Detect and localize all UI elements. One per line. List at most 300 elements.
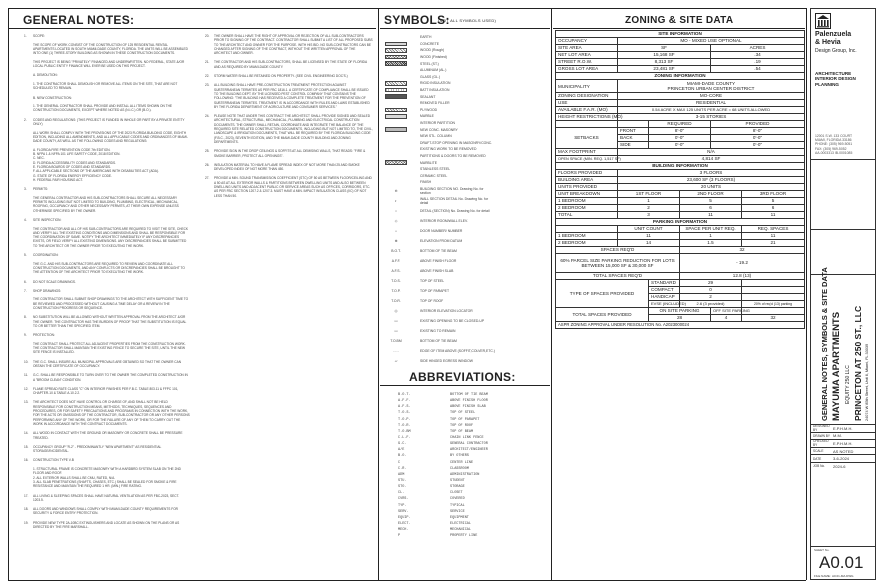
building-area-label: BUILDING AREA bbox=[556, 177, 618, 184]
general-note-item bbox=[24, 333, 190, 354]
symbol-legend-item bbox=[385, 60, 495, 67]
symbol-legend-item bbox=[385, 216, 495, 226]
total-required-label: TOTAL SPACES REQ'D bbox=[556, 273, 680, 280]
abbreviation: ADM bbox=[398, 472, 405, 477]
symbol-label: MARBLE bbox=[420, 114, 434, 119]
note-number bbox=[24, 96, 33, 113]
material-swatch bbox=[385, 101, 407, 106]
abbreviation: T.O.R. bbox=[398, 423, 411, 428]
symbol-label: INTERIOR PARTITION bbox=[420, 121, 455, 126]
setback-back-required: 0'-0" bbox=[649, 135, 711, 142]
parking-reduction-value: - 19.2 bbox=[680, 254, 805, 273]
general-note-item bbox=[24, 280, 190, 284]
parking-info-heading: PARKING INFORMATION bbox=[556, 219, 805, 226]
street-row-sf: 8,313 SF bbox=[618, 59, 711, 66]
general-note-item bbox=[205, 34, 373, 55]
meta-label: DESIGNED BY bbox=[813, 424, 830, 433]
general-note-item bbox=[24, 458, 190, 488]
divider-zoning-titleblock bbox=[806, 8, 807, 580]
abbreviation-item bbox=[380, 533, 600, 539]
symbol-marker: ▭ bbox=[394, 318, 398, 323]
address-line: MIAMI, FLORIDA 33186 bbox=[815, 138, 852, 143]
note-number: 9. bbox=[24, 333, 27, 338]
general-note-item bbox=[24, 445, 190, 454]
meta-value: 3-6-2024 bbox=[833, 456, 850, 462]
symbol-label: TOP OF PARAPET bbox=[420, 288, 450, 293]
material-swatch bbox=[385, 94, 407, 99]
parking-row-cell: 14 bbox=[618, 240, 680, 247]
symbol-label: STEEL (ST.) bbox=[420, 61, 439, 66]
parking-row-cell: 11 bbox=[618, 233, 680, 240]
total-provided-value: 32 bbox=[742, 315, 805, 322]
type-row-note: 20% of req'd (13) parking bbox=[742, 301, 805, 308]
note-number: 1. bbox=[24, 34, 27, 38]
symbol-legend-item bbox=[385, 126, 495, 133]
note-text: FLAME SPREAD RATE CLASS "C" ON INTERIOR FINISHES PER F.B.C. TABLE 803.11 & FFPC 101, CHAPTER-10 & TABLE A.10.2.2. bbox=[33, 386, 180, 396]
seal-box bbox=[811, 159, 875, 229]
abbreviation: G.C. bbox=[398, 442, 407, 447]
unit-breakdown-label: UNIT BREAKDOWN bbox=[556, 191, 618, 198]
discipline-line: ARCHITECTURE bbox=[815, 71, 852, 76]
symbol-legend-item bbox=[385, 93, 495, 100]
symbols-rule bbox=[380, 28, 550, 29]
note-number: 15. bbox=[24, 444, 29, 449]
max-footprint-value: N/A bbox=[618, 149, 805, 156]
building-info-heading: BUILDING INFORMATION bbox=[556, 163, 805, 170]
note-text: B. NEW CONSTRUCTION: 1. THE GENERAL CONTRACTOR SHALL PROVIDE AND INSTALL ALL ITEMS SHOWN ON THE CONSTRUCTION DOCUMENTS, EXCEPT WHERE NOTED AS (N.I.C.) OR (B.O.). bbox=[33, 95, 173, 113]
note-text: SHOP DRAWINGS: THE CONTRACTOR SHALL SUBMIT SHOP DRAWINGS TO THE ARCHITECT WITH SUFFICIENT TIME TO BE REVIEWED AND PROCESSED WITHOUT CAUSING A TIME DELAY OR A REVIEW IN THE CONSTRUCTION PROGRESS OR SEQUENCE. bbox=[33, 288, 189, 311]
note-number: 3. bbox=[24, 187, 27, 192]
zoning-designation-value: MO-CORE bbox=[618, 93, 805, 100]
abbreviation-meaning: STORAGE bbox=[450, 485, 465, 490]
zoning-info-heading: ZONING INFORMATION bbox=[556, 73, 805, 80]
municipality-value bbox=[618, 80, 805, 93]
symbol-label: ALUMINUM (AL.) bbox=[420, 68, 447, 73]
symbol-label: WOOD (Finished) bbox=[420, 55, 447, 60]
abbreviation-meaning: ABOVE FINISH FLOOR bbox=[450, 399, 488, 404]
type-row-value: 0 bbox=[680, 287, 742, 294]
note-text: THE CONTRACTOR AND HIS SUB-CONTRACTORS, SHALL BE LICENSED BY THE STATE OF FLORIDA AND AS REQUIRED BY MIAMI-DADE COUNTY. bbox=[214, 60, 368, 69]
bedroom-row-cell: 6 bbox=[742, 205, 805, 212]
symbol-marker: T.O.S. bbox=[391, 278, 401, 283]
bedroom-total-cell: 3 bbox=[618, 212, 680, 219]
abbreviation-meaning: COVERED bbox=[450, 497, 465, 502]
note-text: SITE INSPECTION: THE CONTRACTOR AND ALL OF HIS SUB-CONTRACTORS ARE REQUIRED TO VISIT THE SITE, CHECK AND VERIFY ALL THE EXISTING CONDITIONS AND DIMENSIONS AND SHALL BE RESPONSIBLE FOR THE COORDINATION OF SAME. NOTIFY THE ARCHITECT IMMEDIATELY IF ANY DISCREPANCIES EXISTS, OR FIELD VERIFY ALL EXISTING DIMENSIONS. ANY DISCREPANCIES SHALL BE SUBMITTED TO THE ARCHITECT OR THE OWNER PRIOR TO EXECUTING THE WORK. bbox=[33, 217, 189, 248]
symbol-label: PARTITIONS & DOORS TO BE REMOVED bbox=[420, 153, 486, 158]
symbol-label: INTERIOR ROOM/WALL ELEV. bbox=[420, 218, 468, 223]
material-swatch bbox=[385, 160, 407, 165]
note-number: 7. bbox=[24, 288, 27, 293]
abbreviation: T.O.P. bbox=[398, 417, 411, 422]
setback-side-provided: 0'-0" bbox=[711, 142, 805, 149]
net-lot-area-sf: 15,168 SF bbox=[618, 52, 711, 59]
bedroom-row-cell: 2 bbox=[618, 205, 680, 212]
sheet-title-vertical: GENERAL NOTES, SYMBOLS & SITE DATA bbox=[820, 267, 829, 421]
total-provided-spacer bbox=[742, 308, 805, 315]
symbol-label: WOOD (Rough) bbox=[420, 48, 445, 53]
discipline-line: INTERIOR DESIGN bbox=[815, 76, 856, 82]
material-swatch bbox=[385, 61, 407, 66]
symbol-label: STAINLESS STEEL bbox=[420, 167, 451, 172]
general-note-item bbox=[24, 187, 190, 213]
abbreviation-meaning: ELECTRICAL bbox=[450, 522, 472, 527]
note-text: A. DEMOLITION: 1. THE CONTRACTOR SHALL DEMOLISH OR REMOVE ALL ITEMS ON THE SITE, THAT ARE NOT SCHEDULED TO REMAIN. bbox=[33, 73, 178, 91]
symbol-label: NEW STL. COLUMN bbox=[420, 134, 452, 139]
symbol-label: BOTTOM OF TIE BEAM bbox=[420, 248, 457, 253]
note-text: NO SUBSTITUTION WILL BE ALLOWED WITHOUT WRITTEN APPROVAL FROM THE ARCHITECT &/OR THE OWNER. THE CONTRACTOR HAS THE BURDEN OF PROOF THAT THE SUBSTITUTION IS EQUAL TO OR BETTER THAN THE SPECIFIED ITEM. bbox=[33, 315, 188, 328]
setback-back-label: BACK bbox=[618, 135, 649, 142]
note-number: 24. bbox=[205, 114, 210, 119]
gross-lot-area-acres: .54 bbox=[711, 66, 805, 73]
note-text: ALL DOORS AND WINDOWS SHALL COMPLY WITH MIAMI-DADE COUNTY REQUIREMENTS FOR SECURITY & FORCE ENTRY PROTECTION. bbox=[33, 507, 179, 516]
abbreviation-meaning: CLOSET bbox=[450, 491, 463, 496]
off-site-label: OFF SITE PARKING bbox=[711, 308, 742, 315]
symbol-legend-item bbox=[385, 146, 495, 153]
symbol-label: PLYWOOD bbox=[420, 107, 438, 112]
material-swatch bbox=[385, 88, 407, 93]
units-label: UNITS PROVIDED bbox=[556, 184, 618, 191]
meta-label: DRAWN BY bbox=[813, 433, 831, 438]
symbol-legend-item bbox=[385, 120, 495, 127]
aspr-note: ASPR ZONING APPROVAL UNDER RESOLUTION No. A2023000024 bbox=[556, 322, 805, 329]
meta-label: JOB No. bbox=[813, 464, 826, 469]
symbol-legend-item bbox=[385, 67, 495, 74]
symbol-marker: T.O.BM bbox=[390, 338, 402, 343]
symbol-legend-item bbox=[385, 179, 495, 186]
gross-lot-area-sf: 23,481 SF bbox=[618, 66, 711, 73]
abbreviation: C.L.F. bbox=[398, 436, 411, 441]
frame-left bbox=[8, 8, 9, 580]
type-row-value: 2.6 (3 provided) bbox=[680, 301, 742, 308]
symbol-label: EARTH bbox=[420, 35, 432, 40]
general-note-item bbox=[24, 118, 190, 182]
site-info-heading: SITE INFORMATION bbox=[556, 31, 805, 38]
abbreviation-meaning: TOP OF BEAM bbox=[450, 429, 474, 434]
abbreviation-meaning: CHAIN LINK FENCE bbox=[450, 436, 484, 441]
symbol-legend-item bbox=[385, 336, 495, 346]
symbol-legend-item bbox=[385, 166, 495, 173]
net-lot-area-acres: .34 bbox=[711, 52, 805, 59]
symbol-marker: ◎ bbox=[394, 308, 398, 313]
site-area-sf: SF bbox=[618, 45, 711, 52]
abbreviations-rule bbox=[380, 385, 550, 386]
note-text: PLEASE NOTE THAT UNDER THIS CONTRACT THE ARCHITECT SHALL PROVIDE SIGNED AND SEALED ARCHITECTURAL, STRUCTURAL, MECHANICAL, PLUMBING AND ELECTRICAL CONSTRUCTION DOCUMENTS. THE OWNER SHALL RETAIN, COORDINATE AND INTEGRATE THE BALANCE OF THE REQUIRED SITE RELATED CONSTRUCTION DOCUMENTS, INCLUDING BUT NOT LIMITED TO, THE CIVIL, LANDSCAPE & IRRIGATION DOCUMENTS, THAT WILL BE REQUIRED BY THE FLORIDA BUILDING CODE (F.B.C., 2023), SEVENTH EDITION, AND THE MIAMI-DADE COUNTY BUILDING AND ZONING DEPARTMENTS. bbox=[214, 114, 374, 144]
note-text: THE OWNER SHALL HAVE THE RIGHT OF APPROVAL OR REJECTION OF ALL SUB-CONTRACTORS PRIOR TO SIGNING OF THE CONTRACT. CONTRACTOR SHALL SUBMIT A LIST OF ALL PROPOSED SUBS TO THE ARCHITECT AND OWNER FOR THE PURPOSE. WITH HIS BID. NO SUB-CONTRACTORS CAN BE CHANGED AFTER SIGNING OF THE CONTRACT, WITHOUT THE WRITTEN APPROVAL OF THE ARCHITECT AND OWNER. bbox=[214, 34, 374, 56]
note-number: 25. bbox=[205, 149, 210, 154]
abbreviation: MECH. bbox=[398, 528, 409, 533]
title-block bbox=[810, 8, 876, 580]
symbol-label: SEALANT bbox=[420, 94, 436, 99]
note-number: 27. bbox=[205, 176, 210, 181]
note-text: OCCUPANCY GROUP "R-2" - PREDOMINANTLY "NEW APARTMENT" AS RESIDENTIAL STORAGE/INCIDENTAL. bbox=[33, 444, 163, 454]
abbreviation: P bbox=[398, 534, 401, 539]
material-swatch bbox=[385, 121, 407, 126]
general-note-item bbox=[205, 74, 373, 78]
symbol-marker: ⊖ bbox=[394, 188, 398, 193]
meta-label: CHECKED BY bbox=[813, 439, 829, 448]
abbreviation-meaning: TOP OF PARAPET bbox=[450, 417, 480, 422]
meta-value: E.P.H.M.H. bbox=[833, 425, 853, 431]
symbol-legend-item bbox=[385, 196, 495, 206]
firm-name-line: & Hevia bbox=[815, 39, 841, 46]
note-number: 12. bbox=[24, 386, 29, 391]
general-note-item bbox=[205, 83, 373, 109]
symbol-label: RIGID INSULATION bbox=[420, 81, 451, 86]
symbol-marker: A.F.S. bbox=[391, 268, 401, 273]
setbacks-required-header: REQUIRED bbox=[649, 121, 711, 128]
symbol-legend-item bbox=[385, 133, 495, 140]
title-block-meta-row bbox=[811, 424, 875, 432]
parking-header-spacer bbox=[556, 226, 618, 233]
note-text: CONSTRUCTION TYPE V-B 1. STRUCTURAL FRAME IS CONCRETE MASONRY WITH A HARDBRD SYSTEM SLAB ON THE 2ND FLOOR AND ROOF. 2. ALL EXTERIOR WALLS SHALL BE CMU, RATED, N/A. 3. ALL SLAB PENETRATIONS (SHAFTS, CHASES, ETC.) SHALL BE SEALED FOR SMOKE & FIRE RESISTANCE AND MAINTAIN THE REQUIRED 1 HR. (MIN.) FIRE RATING. bbox=[33, 458, 181, 489]
symbol-label: DRAFT-STOP OPENING IN MASONRY/CONC. bbox=[420, 140, 493, 145]
symbol-label: BOTTOM OF TIE BEAM bbox=[420, 338, 457, 343]
symbol-marker: ⌂ bbox=[394, 228, 398, 233]
note-number: 8. bbox=[24, 315, 27, 320]
setbacks-label: SETBACKS bbox=[556, 128, 618, 149]
note-text: CODES AND REGULATIONS: (THIS PROJECT IS FUNDED IN WHOLE OR PART BY A PRIVATE ENTITY ONLY) ALL WORK SHALL COMPLY WITH THE PROVISIONS OF THE 2023 FLORIDA BUILDING CODE, EIGHTH EDITION, INCLUDING ALL AMENDMENTS, AND ALL APPLICABLE CODES AND ORDINANCES OF MIAMI-DADE COUNTY, AS WELL AS THE FOLLOWING CODES AND REGULATIONS: A. FLORIDA FIRE PREVENTION CODE 7th EDITION. B. NFPA 1 & NFPA 101 LIFE SAFETY CODE, 2018 EDITION. C. NEC. D. FLORIDA ACCESSIBILITY CODES AND STANDARDS. E. FLORIDA BOARDS OF CODES AND STANDARDS. F. ALL APPLICABLE SECTIONS OF THE AMERICANS WITH DISABILITIES ACT (ADA). G. STATE OF FLORIDA ENERGY EFFICIENCY CODE. H. FEDERAL FAIR HOUSING ACT. bbox=[33, 117, 188, 182]
note-text: PROVIDE A MIN. SOUND TRANSMISSION COEFFICIENT (STC) OF 50 AS BETWEEN FLOOR/CEILING AND A 50 AS AT ALL EXTERIOR WALLS & PARTITIONS BETWEEN DWELLING UNITS AND ALSO BETWEEN DWELLING UNITS AND ADJACENT PUBLIC OR SERVICE AREAS SUCH AS OFFICES, CORRIDORS, ETC. AS PER FBC SECTION 1207.2 & 1207.3. MUST HAVE A MIN. IMPACT INSULATION CLASS (IIC) OF NOT LESS THAN 50. bbox=[214, 176, 373, 198]
title-block-meta-row bbox=[811, 432, 875, 440]
symbol-legend-item bbox=[385, 113, 495, 120]
note-number: 10. bbox=[24, 359, 29, 364]
type-row-value: 2 bbox=[680, 294, 742, 301]
floor-col-2: 2ND FLOOR bbox=[680, 191, 742, 198]
symbols-note: (NOT ALL SYMBOLS USED) bbox=[438, 18, 497, 23]
bedroom-total-label: TOTAL bbox=[556, 212, 618, 219]
abbreviation-meaning: EQUIPMENT bbox=[450, 515, 469, 520]
general-note-item bbox=[24, 315, 190, 328]
firm-name-line: Design Group, Inc. bbox=[815, 48, 857, 54]
symbol-legend-item bbox=[385, 306, 495, 316]
symbol-legend-item bbox=[385, 226, 495, 236]
symbol-label: ABOVE FINISH FLOOR bbox=[420, 258, 457, 263]
total-required-value: 12.8 (13) bbox=[680, 273, 805, 280]
symbol-legend-item bbox=[385, 159, 495, 166]
material-swatch bbox=[385, 167, 407, 172]
gross-lot-area-label: GROSS LOT AREA bbox=[556, 66, 618, 73]
note-number: 6. bbox=[24, 279, 27, 284]
parking-row-label: 1 BEDROOM bbox=[556, 233, 618, 240]
general-note-item bbox=[24, 521, 190, 530]
abbreviation: SERV. bbox=[398, 509, 409, 514]
project-address-vertical: 24074 W 85th Street, Unit 6, Miami, FL 33039 bbox=[865, 343, 869, 421]
note-text: INSULATION MATERIAL TO HAVE A FLAME SPREAD INDEX OF NOT MORE THAN 25 AND SMOKE DEVELOPED INDEX OF NOT MORE THAN 450. bbox=[214, 162, 361, 172]
symbol-legend-item bbox=[385, 316, 495, 326]
floor-col-3: 3RD FLOOR bbox=[742, 191, 805, 198]
note-number: 4. bbox=[24, 217, 27, 222]
abbreviation: CL. bbox=[398, 491, 405, 496]
symbol-marker: ⊕ bbox=[394, 238, 398, 243]
note-number: 21. bbox=[205, 60, 210, 65]
symbol-label: REMOVED FILLER bbox=[420, 101, 450, 106]
symbol-marker: ▭ bbox=[394, 328, 398, 333]
general-notes-title: GENERAL NOTES: bbox=[23, 13, 135, 27]
note-text: DO NOT SCALE DRAWINGS. bbox=[33, 279, 76, 284]
abbreviation: A/E bbox=[398, 448, 405, 453]
general-notes-rule bbox=[8, 28, 376, 29]
abbreviation-meaning: ARCHITECT/ENGINEER bbox=[450, 448, 488, 453]
abbreviation-meaning: TOP OF STEEL bbox=[450, 411, 476, 416]
symbol-legend-item bbox=[385, 140, 495, 147]
address-line: AA-0003313 IB-0001085 bbox=[815, 150, 853, 155]
building-area-value: 23,600 SF (3 FLOORS) bbox=[618, 177, 805, 184]
abbreviation-meaning: ABOVE FINISH SLAB bbox=[450, 405, 486, 410]
type-row-label: COMPACT bbox=[649, 287, 680, 294]
note-text: ALL BUILDING SHALL HAVE PRE-CONSTRUCTION TREATMENT PROTECTION AGAINST SUBTERRANEAN TERMITES AS PER FBC 1816.1. A CERTIFICATE OF COMPLIANCE SHALL BE ISSUED TO THE BUILDING DEPT. BY THE LICENSED PEST CONTROL COMPANY THAT CONTAINS THE FOLLOWING: "THE BUILDING HAS RECEIVED A COMPLETE TREATMENT FOR THE PREVENTION OF SUBTERRANEAN TERMITES. TREATMENT IS IN ACCORDANCE WITH RULES AND LAWS ESTABLISHED BY THE FLORIDA DEPARTMENT OF AGRICULTURE AND CONSUMER SERVICES." bbox=[214, 83, 371, 109]
symbol-marker: T.O.P. bbox=[391, 288, 401, 293]
type-row-value: 29 bbox=[680, 280, 742, 287]
note-number: 22. bbox=[205, 74, 210, 79]
symbol-legend-item bbox=[385, 107, 495, 114]
general-note-item bbox=[205, 149, 373, 158]
max-footprint-label: MAX FOOTPRINT bbox=[556, 149, 618, 156]
units-value: 20 UNITS bbox=[618, 184, 805, 191]
note-text: THE ARCHITECT DOES NOT HAVE CONTROL OR CHARGE OF, AND SHALL NOT BE HELD RESPONSIBLE FOR CONSTRUCTION MEANS, METHODS, TECHNIQUES, SEQUENCES AND PROCEDURES, OR FOR SAFETY PRECAUTIONS AND PROGRAMS IN CONNECTION WITH THE WORK, FOR THE ACTS OR OMISSIONS OF THE CONTRACTOR, SUB-CONTRACTOR OR ANY OTHER PERSONS PERFORMING ANY OF THE WORK, OR FOR THE FAILURE OF ANY OF THEM TO CARRY OUT THE WORK IN ACCORDANCE WITH THE CONTRACT DOCUMENTS. bbox=[33, 400, 191, 426]
abbreviation: B.O. bbox=[398, 454, 407, 459]
symbol-label: FINISH bbox=[420, 180, 432, 185]
symbol-legend-item bbox=[385, 74, 495, 81]
meta-label: SCALE bbox=[813, 449, 824, 454]
symbol-legend-item bbox=[385, 100, 495, 107]
site-area-label: SITE AREA bbox=[556, 45, 618, 52]
setback-side-required: 0'-0" bbox=[649, 142, 711, 149]
abbreviation-meaning: CENTER LINE bbox=[450, 460, 474, 465]
general-notes-column-right bbox=[205, 34, 373, 334]
sheet-number-label: SHEET No. bbox=[814, 548, 830, 552]
note-number: 14. bbox=[24, 431, 29, 436]
occupancy-label: OCCUPANCY bbox=[556, 38, 618, 45]
general-note-item bbox=[24, 253, 190, 274]
parking-row-cell: 21 bbox=[742, 240, 805, 247]
abbreviation: STU. bbox=[398, 479, 407, 484]
abbreviation-meaning: PROPERTY LINE bbox=[450, 534, 478, 539]
note-text: ALL WOOD IN CONTACT WITH THE GROUND OR MASONRY OR CONCRETE SHALL BE PRESSURE TREATED. bbox=[33, 431, 184, 440]
setback-front-provided: 8'-0" bbox=[711, 128, 805, 135]
address-line: 12001 S.W. 133 COURT bbox=[815, 134, 853, 138]
symbol-label: EXISTING OPENING TO BE CLOSED-UP bbox=[420, 318, 485, 323]
abbreviation: TYP. bbox=[398, 503, 407, 508]
note-number: 26. bbox=[205, 162, 210, 167]
symbol-legend-item bbox=[385, 153, 495, 160]
developer-name-vertical: PRINCETON AT 250 ST., LLC bbox=[853, 305, 863, 421]
abbreviation: C bbox=[398, 460, 401, 465]
symbol-label: ELEVATION FROM DATUM bbox=[420, 238, 463, 243]
symbol-label: EDGE OF ITEM ABOVE (SOFFIT,COLVER,ETC.) bbox=[420, 348, 495, 353]
general-note-item bbox=[24, 218, 190, 248]
firm-disciplines bbox=[815, 71, 856, 87]
zoning-rule bbox=[553, 28, 805, 29]
note-text: PROTECTION: THE CONTRACT SHALL PROTECT ALL ADJACENT PROPERTIES FROM THE CONSTRUCTION WORK. THE CONTRACTOR SHALL MAINTAIN THE EXISTING FENCE TO SECURE THE SITE, UNTIL THE NEW SITE FENCE IS INSTALLED. bbox=[33, 333, 186, 355]
material-swatch bbox=[385, 180, 407, 185]
general-note-item bbox=[24, 507, 190, 516]
sheet-number: A0.01 bbox=[819, 553, 864, 572]
symbol-marker: ○ bbox=[394, 208, 398, 213]
setbacks-spacer-2 bbox=[618, 121, 649, 128]
material-swatch bbox=[385, 35, 407, 40]
symbol-legend-item bbox=[385, 326, 495, 336]
note-text: PERMITS: THE GENERAL CONTRACTOR AND HIS SUB-CONTRACTORS SHALL SECURE ALL NECESSARY PERMITS INCLUDING BUT NOT LIMITED TO BUILDING, PLUMBING, ELECTRICAL, MECHANICAL, ROOFING, OCCUPANCY AND OTHER NECESSARY PERMITS, AT THEIR OWN EXPENSE UNLESS OTHERWISE SPECIFIED BY THE OWNER. bbox=[33, 187, 179, 213]
general-note-item bbox=[205, 114, 373, 144]
on-site-value: 28 bbox=[649, 315, 711, 322]
abbreviation: C.R. bbox=[398, 466, 407, 471]
symbol-legend-item bbox=[385, 356, 495, 366]
bedroom-row-label: 2 BEDROOM bbox=[556, 205, 618, 212]
setbacks-spacer bbox=[556, 121, 618, 128]
type-row-note bbox=[742, 287, 805, 294]
abbreviation-meaning: ADMINISTRATION bbox=[450, 472, 480, 477]
on-site-label: ON SITE PARKING bbox=[649, 308, 711, 315]
available-far-label: AVAILABLE F.A.R. (MO) bbox=[556, 107, 618, 114]
symbol-legend-item bbox=[385, 47, 495, 54]
material-swatch bbox=[385, 127, 407, 132]
material-swatch bbox=[385, 48, 407, 53]
setbacks-provided-header: PROVIDED bbox=[711, 121, 805, 128]
material-swatch bbox=[385, 134, 407, 139]
abbreviation-meaning: STUDENT bbox=[450, 479, 465, 484]
symbol-marker: B.O.T. bbox=[391, 248, 401, 253]
firm-logo-icon bbox=[815, 13, 831, 29]
use-label: USE bbox=[556, 100, 618, 107]
symbol-legend-item bbox=[385, 236, 495, 246]
material-swatch bbox=[385, 42, 407, 47]
meta-value: E.P.H.M.H. bbox=[833, 440, 853, 446]
abbreviations-title: ABBREVIATIONS: bbox=[409, 370, 516, 384]
title-block-meta-row bbox=[811, 454, 875, 462]
note-text: PROVIDE NEW TYPE 2A-10BC EXTINGUISHERS AND LOCATE AS SHOWN ON THE PLANS OR AS DIRECTED BY THE FIRE MARSHALL. bbox=[33, 520, 181, 530]
symbol-label: MARBLITE bbox=[420, 160, 437, 165]
symbol-label: BUILDING SECTION NO. Drawing No. for section bbox=[420, 186, 484, 195]
note-number: 23. bbox=[205, 83, 210, 88]
general-note-item bbox=[205, 60, 373, 69]
zoning-site-data-table bbox=[555, 30, 805, 329]
municipality-county: MIAMI-DADE COUNTY bbox=[686, 81, 736, 86]
type-of-spaces-label: TYPE OF SPACES PROVIDED bbox=[556, 280, 649, 308]
parking-reduction-label: 60% PARCEL SIZE PARKING REDUCTION FOR LOTS BETWEEN 15,000 SF & 30,000 SF bbox=[556, 254, 680, 273]
symbol-marker: ▱ bbox=[394, 358, 398, 363]
symbol-label: CERAMIC STEEL bbox=[420, 173, 448, 178]
municipality-label: MUNICIPALITY bbox=[556, 80, 618, 93]
bedroom-total-cell: 11 bbox=[680, 212, 742, 219]
abbreviation: B.O.T. bbox=[398, 393, 411, 398]
general-note-item bbox=[24, 289, 190, 310]
symbol-legend-item bbox=[385, 256, 495, 266]
symbol-legend-item bbox=[385, 186, 495, 196]
street-row-acres: .19 bbox=[711, 59, 805, 66]
type-row-label: HANDICAP bbox=[649, 294, 680, 301]
symbol-label: ABOVE FINISH SLAB bbox=[420, 268, 454, 273]
net-lot-area-label: NET LOT AREA bbox=[556, 52, 618, 59]
note-number: 19. bbox=[24, 520, 29, 525]
parking-row-label: 2 BEDROOM bbox=[556, 240, 618, 247]
note-text: PROVIDE SIGN IN THE DROP CEILINGS & SOFFITS AT ALL DEMISING WALLS, THAT READS: "FIRE & SMOKE BARRIER, PROTECT ALL OPENINGS". bbox=[214, 149, 367, 158]
bedroom-row-cell: 5 bbox=[742, 198, 805, 205]
symbol-marker: - - - bbox=[393, 348, 399, 353]
abbreviation-meaning: CLASSROOM bbox=[450, 466, 469, 471]
type-row-note bbox=[742, 294, 805, 301]
symbols-legend bbox=[385, 34, 495, 366]
symbol-label: INTERIOR ELEVATION LOCATOR bbox=[420, 308, 473, 313]
occupancy-value: MO - MIXED USE OPTIONAL bbox=[618, 38, 805, 45]
symbol-legend-item bbox=[385, 286, 495, 296]
firm-address bbox=[815, 134, 852, 155]
symbol-label: TOP OF ROOF bbox=[420, 298, 444, 303]
zoning-designation-label: ZONING DESIGNATION bbox=[556, 93, 618, 100]
general-note-item bbox=[24, 431, 190, 440]
material-swatch bbox=[385, 55, 407, 60]
open-space-value: 4,814 SF bbox=[618, 156, 805, 163]
parking-col-1: UNIT COUNT bbox=[618, 226, 680, 233]
